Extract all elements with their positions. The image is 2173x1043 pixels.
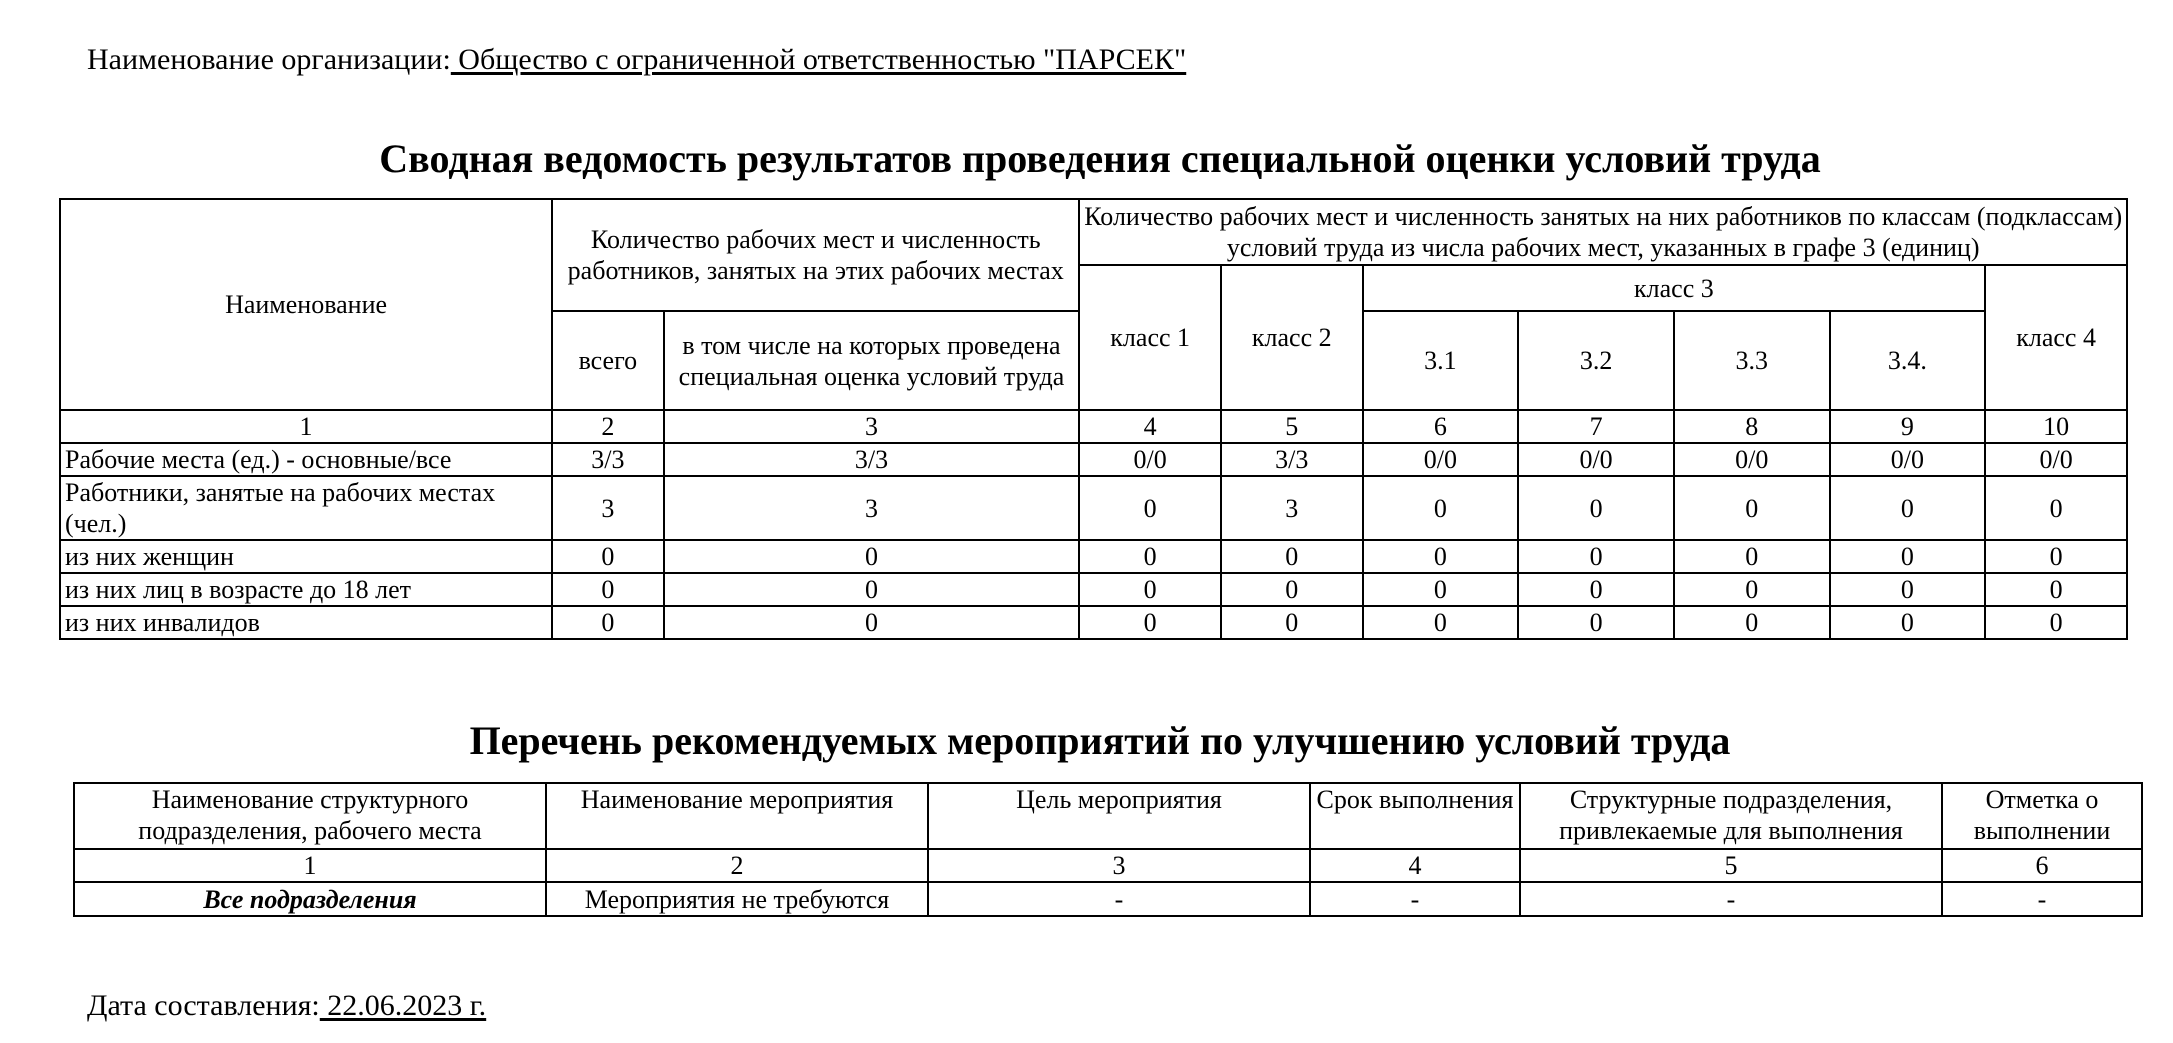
col-number: 10 [1985, 410, 2127, 443]
cell-value: 0 [1221, 606, 1363, 639]
cell-measure-name: Мероприятия не требуются [546, 882, 928, 916]
header-completion-mark: Отметка о выполнении [1942, 783, 2142, 849]
date-line [87, 986, 486, 1026]
header-class1: класс 1 [1079, 265, 1221, 410]
measures-title: Перечень рекомендуемых мероприятий по улучшению условий труда [469, 718, 1731, 763]
cell-value: 0 [1518, 540, 1674, 573]
organization-label: Наименование организации: [87, 43, 451, 76]
cell-value: 0/0 [1985, 443, 2127, 476]
col-number: 7 [1518, 410, 1674, 443]
header-workplaces-group: Количество рабочих мест и численность работников, занятых на этих рабочих местах [552, 199, 1079, 311]
cell-value: 3 [1221, 476, 1363, 540]
row-label: из них инвалидов [60, 606, 552, 639]
col-number: 6 [1363, 410, 1519, 443]
col-number: 2 [552, 410, 663, 443]
cell-value: 0/0 [1363, 443, 1519, 476]
header-sub-3-4: 3.4. [1830, 311, 1986, 410]
organization-line [87, 40, 1186, 80]
col-number: 4 [1310, 849, 1520, 882]
cell-value: 0 [664, 573, 1080, 606]
cell-value: 3 [664, 476, 1080, 540]
header-name: Наименование [60, 199, 552, 410]
cell-value: 0 [1830, 606, 1986, 639]
cell-value: 0 [1079, 573, 1221, 606]
row-label: Работники, занятые на рабочих местах (чел.) [60, 476, 552, 540]
header-total: всего [552, 311, 663, 410]
col-number: 5 [1221, 410, 1363, 443]
cell-value: 0 [1221, 540, 1363, 573]
cell-value: 3 [552, 476, 663, 540]
cell-value: 0 [1079, 476, 1221, 540]
cell-deadline: - [1310, 882, 1520, 916]
col-number: 2 [546, 849, 928, 882]
cell-value: 0 [1674, 540, 1830, 573]
row-label: из них женщин [60, 540, 552, 573]
header-assessed: в том числе на которых проведена специальная оценка условий труда [664, 311, 1080, 410]
table-row [60, 606, 2127, 639]
cell-value: 0 [1985, 606, 2127, 639]
cell-value: 0/0 [1079, 443, 1221, 476]
header-class3: класс 3 [1363, 265, 1986, 311]
table-row [60, 573, 2127, 606]
organization-name: Общество с ограниченной ответственностью "ПАРСЕК" [450, 43, 1187, 76]
cell-value: 0 [1674, 476, 1830, 540]
col-number: 3 [928, 849, 1310, 882]
table-row [60, 476, 2127, 540]
date-value: 22.06.2023 г. [319, 989, 487, 1022]
header-measure-goal: Цель мероприятия [928, 783, 1310, 849]
header-sub-3-1: 3.1 [1363, 311, 1519, 410]
cell-value: 0 [1079, 540, 1221, 573]
cell-value: 0 [552, 606, 663, 639]
cell-value: 0 [1985, 573, 2127, 606]
cell-value: 0 [1985, 540, 2127, 573]
cell-value: 3/3 [552, 443, 663, 476]
cell-value: 0 [1363, 606, 1519, 639]
header-deadline: Срок выполнения [1310, 783, 1520, 849]
col-number: 1 [74, 849, 546, 882]
header-measure-name: Наименование мероприятия [546, 783, 928, 849]
col-number: 1 [60, 410, 552, 443]
cell-value: 0 [1518, 606, 1674, 639]
cell-value: 0 [1674, 573, 1830, 606]
cell-measure-goal: - [928, 882, 1310, 916]
cell-value: 0 [1363, 573, 1519, 606]
table-row [60, 540, 2127, 573]
col-number: 5 [1520, 849, 1942, 882]
header-involved-units: Структурные подразделения, привлекаемые для выполнения [1520, 783, 1942, 849]
cell-value: 3/3 [664, 443, 1080, 476]
header-department: Наименование структурного подразделения, рабочего места [74, 783, 546, 849]
cell-value: 0 [1518, 476, 1674, 540]
header-sub-3-3: 3.3 [1674, 311, 1830, 410]
cell-value: 0 [1985, 476, 2127, 540]
cell-value: 0 [1674, 606, 1830, 639]
header-class4: класс 4 [1985, 265, 2127, 410]
cell-value: 0/0 [1518, 443, 1674, 476]
cell-value: 0 [1830, 476, 1986, 540]
cell-value: 0 [552, 573, 663, 606]
table-row [74, 882, 2142, 916]
cell-value: 0/0 [1830, 443, 1986, 476]
col-number: 6 [1942, 849, 2142, 882]
cell-value: 0 [1363, 476, 1519, 540]
cell-value: 0 [1830, 573, 1986, 606]
row-label: из них лиц в возрасте до 18 лет [60, 573, 552, 606]
summary-title: Сводная ведомость результатов проведения специальной оценки условий труда [379, 136, 1821, 181]
col-number: 9 [1830, 410, 1986, 443]
summary-table [59, 198, 2128, 640]
cell-value: 0 [1830, 540, 1986, 573]
cell-involved-units: - [1520, 882, 1942, 916]
col-number: 8 [1674, 410, 1830, 443]
cell-department: Все подразделения [74, 882, 546, 916]
col-number: 4 [1079, 410, 1221, 443]
row-label: Рабочие места (ед.) - основные/все [60, 443, 552, 476]
cell-value: 0 [552, 540, 663, 573]
cell-value: 0 [664, 540, 1080, 573]
col-number: 3 [664, 410, 1080, 443]
column-numbers-row [60, 410, 2127, 443]
date-label: Дата составления: [87, 989, 320, 1022]
cell-value: 0 [1363, 540, 1519, 573]
header-class2: класс 2 [1221, 265, 1363, 410]
cell-value: 0 [664, 606, 1080, 639]
cell-value: 0/0 [1674, 443, 1830, 476]
header-classes-group: Количество рабочих мест и численность занятых на них работников по классам (подклассам) условий труда из числа рабочих мест, указанных в графе 3 (единиц) [1079, 199, 2127, 265]
table-row [60, 443, 2127, 476]
cell-value: 0 [1079, 606, 1221, 639]
cell-value: 0 [1221, 573, 1363, 606]
cell-value: 0 [1518, 573, 1674, 606]
column-numbers-row [74, 849, 2142, 882]
cell-completion-mark: - [1942, 882, 2142, 916]
cell-value: 3/3 [1221, 443, 1363, 476]
header-sub-3-2: 3.2 [1518, 311, 1674, 410]
measures-table [73, 782, 2143, 917]
